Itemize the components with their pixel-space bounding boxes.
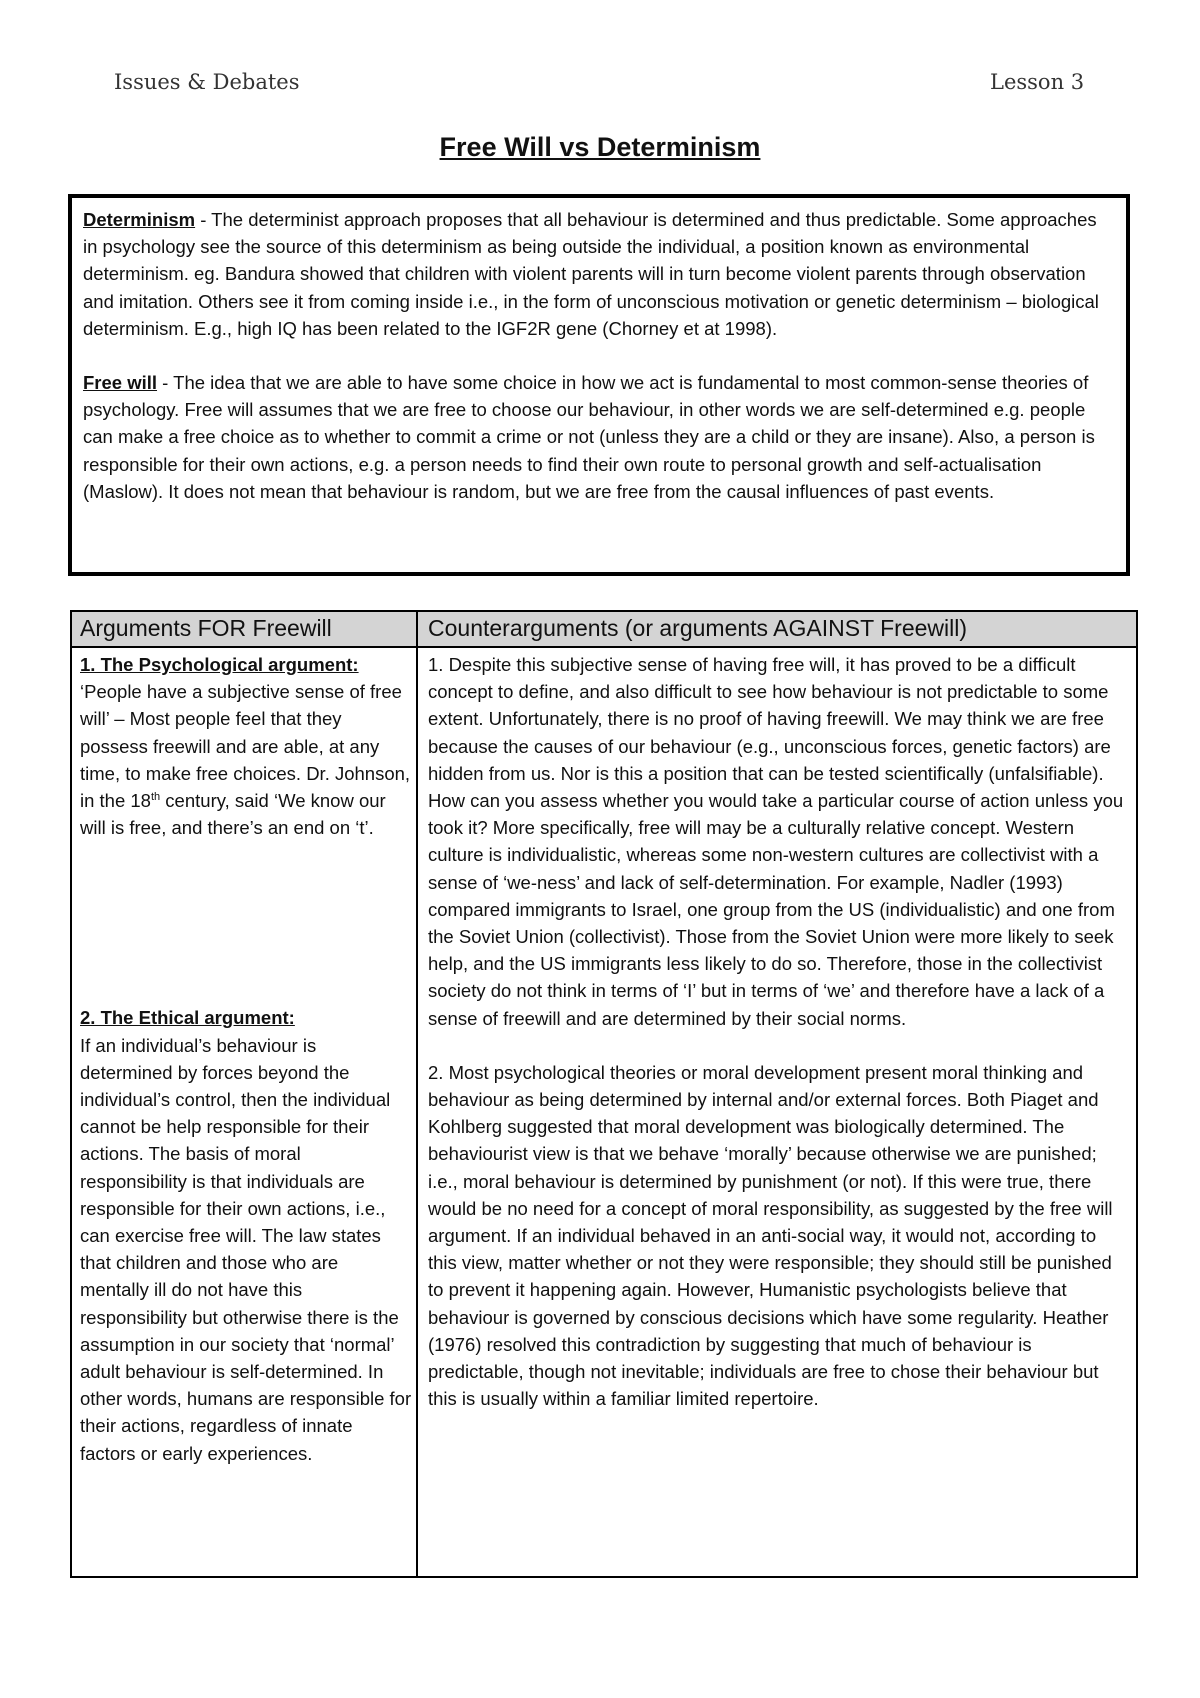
definitions-box (68, 194, 1130, 576)
column-divider (416, 612, 418, 1576)
free-will-text: - The idea that we are able to have some choice in how we act is fundamental to most common-sense theories of psychology. Free will assumes that we are free to choose our behaviour, in other words we are self-determined e.g. people can make a free choice as to whether to commit a crime or not (unless they are a child or they are insane). Also, a person is responsible for their own actions, e.g. a person needs to find their own route to personal growth and self-actualisation (Maslow). It does not mean that behaviour is random, but we are free from the causal influences of past events. (83, 372, 1095, 502)
arguments-for-column (80, 651, 412, 1467)
psychological-argument-text-part2: century, said ‘We know our will is free, and there’s an end on ‘t’. (80, 790, 386, 839)
page-title: Free Will vs Determinism (439, 132, 761, 162)
table-header-row (72, 612, 1136, 648)
psychological-argument-text-part1: ‘People have a subjective sense of free will’ – Most people feel that they possess freewill and are able, at any time, to make free choices. Dr. Johnson, in the 18 (80, 681, 411, 812)
determinism-definition (83, 206, 1115, 342)
psychological-argument-text (80, 678, 412, 841)
ethical-argument-heading: 2. The Ethical argument: (80, 1007, 295, 1029)
ethical-argument-text: If an individual’s behaviour is determined by forces beyond the individual’s control, then the individual cannot be help responsible for their actions. The basis of moral responsibility is that individuals are responsible for their own actions, i.e., can exercise free will. The law states that children and those who are mentally ill do not have this responsibility but otherwise there is the assumption in our society that ‘normal’ adult behaviour is self-determined. In other words, humans are responsible for their actions, regardless of innate factors or early experiences. (80, 1034, 412, 1464)
determinism-term: Determinism (83, 209, 196, 230)
psychological-argument-heading: 1. The Psychological argument: (80, 654, 359, 675)
header-subject: Issues & Debates (114, 70, 300, 94)
determinism-text: - The determinist approach proposes that all behaviour is determined and thus predictable. Some approaches in psychology see the source of this determinism as being outside the individual, a position known as environmental determinism. eg. Bandura showed that children with violent parents will in turn become violent parents through observation and imitation. Others see it from coming inside i.e., in the form of unconscious motivation or genetic determinism – biological determinism. E.g., high IQ has been related to the IGF2R gene (Chorney et at 1998). (83, 209, 1099, 339)
free-will-definition (83, 369, 1115, 505)
counterargument-1-paragraph-1: 1. Despite this subjective sense of having free will, it has proved to be a difficult concept to define, and also difficult to see how behaviour is not predictable to some extent. Unfortunately, there is no proof of having freewill. We may think we are free because the causes of our behaviour (e.g., unconscious forces, genetic factors) are hidden from us. Nor is this a position that can be tested scientifically (unfalsifiable). (428, 654, 1111, 784)
ordinal-superscript: th (150, 790, 161, 803)
header-lesson: Lesson 3 (990, 70, 1085, 94)
header-arguments-for: Arguments FOR Freewill (80, 615, 332, 641)
free-will-term: Free will (83, 372, 158, 394)
counterarguments-column (428, 651, 1128, 1412)
arguments-table (70, 610, 1138, 1578)
counterargument-1-paragraph-2: How can you assess whether you would take a particular course of action unless you took it? More specifically, free will may be a culturally relative concept. Western culture is individualistic, whereas some non-western cultures are collectivist with a sense of ‘we-ness’ and lack of self-determination. For example, Nadler (1993) compared immigrants to Israel, one group from the US (individualistic) and one from the Soviet Union (collectivist). Those from the Soviet Union were more likely to seek help, and the US immigrants less likely to do so. Therefore, those in the collectivist society do not think in terms of ‘I’ but in terms of ‘we’ and therefore have a lack of a sense of freewill and are determined by their social norms. (428, 790, 1124, 1029)
header-counterarguments: Counterarguments (or arguments AGAINST Freewill) (428, 615, 967, 641)
counterargument-2-paragraph: 2. Most psychological theories or moral development present moral thinking and behaviour as being determined by internal and/or external forces. Both Piaget and Kohlberg suggested that moral development was biologically determined. The behaviourist view is that we behave ‘morally’ because otherwise we are punished; i.e., moral behaviour is determined by punishment (or not). If this were true, there would be no need for a concept of moral responsibility, as suggested by the free will argument. If an individual behaved in an anti-social way, it would not, according to this view, matter whether or not they were responsible; they should still be punished to prevent it happening again. However, Humanistic psychologists believe that behaviour is governed by conscious decisions which have some regularity. Heather (1976) resolved this contradiction by suggesting that much of behaviour is predictable, though not inevitable; individuals are free to chose their behaviour but this is usually within a familiar limited repertoire. (428, 1061, 1113, 1410)
